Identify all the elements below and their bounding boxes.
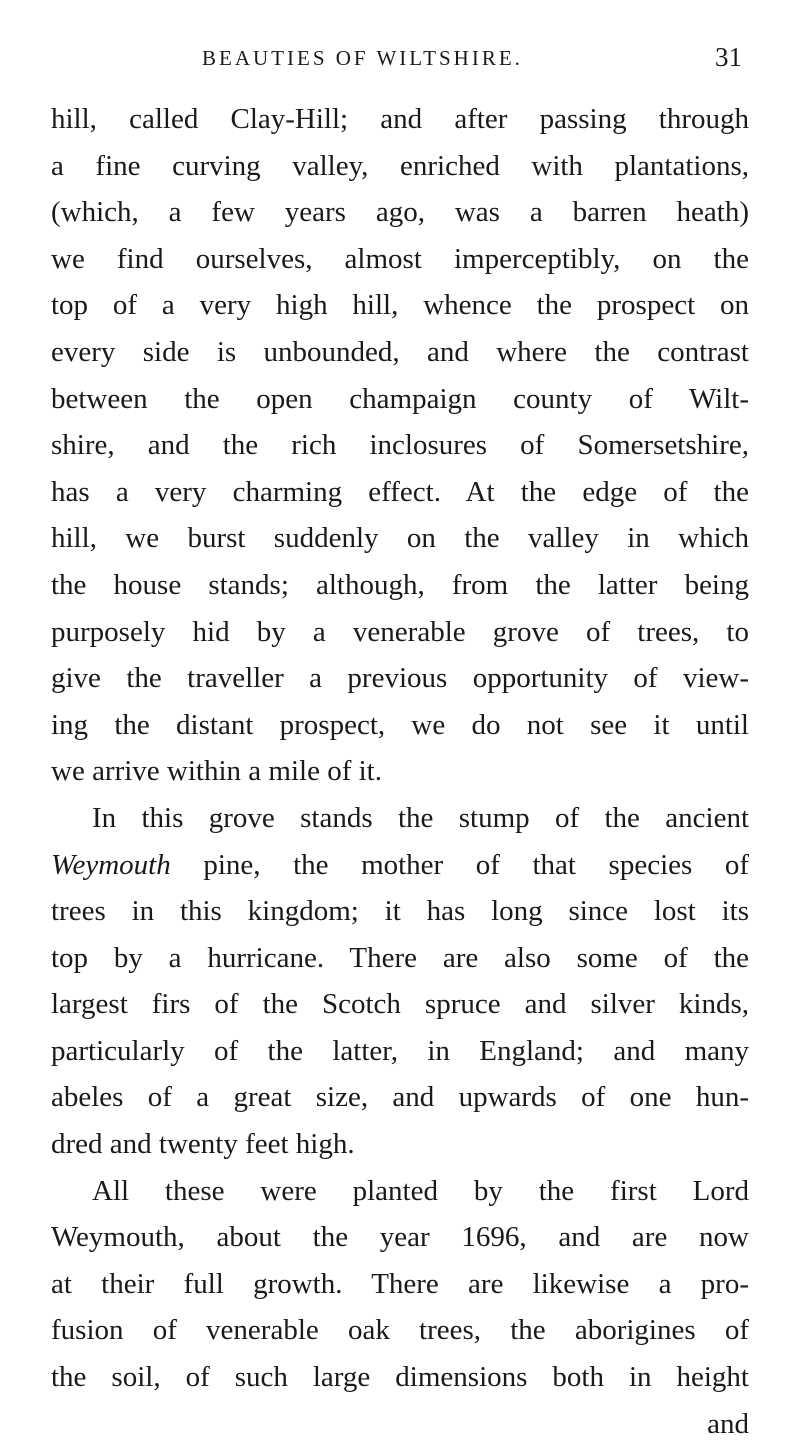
text-line: the soil, of such large dimensions both in height: [51, 1361, 749, 1394]
text-line: (which, a few years ago, was a barren heath): [51, 196, 749, 229]
text-line: top by a hurricane. There are also some of the: [51, 941, 749, 974]
page-number: 31: [715, 42, 742, 72]
text-line: has a very charming effect. At the edge of the: [51, 475, 749, 508]
paragraph-start-line: All these were planted by the first Lord: [92, 1174, 749, 1207]
running-title: BEAUTIES OF WILTSHIRE.: [202, 46, 523, 70]
text-line: give the traveller a previous opportunity of view-: [51, 662, 749, 695]
catchword: and: [707, 1407, 749, 1440]
text-line: a fine curving valley, enriched with plantations,: [51, 149, 749, 182]
text-line: ing the distant prospect, we do not see it until: [51, 708, 749, 741]
text-line: we find ourselves, almost imperceptibly, on the: [51, 242, 749, 275]
text-line: every side is unbounded, and where the contrast: [51, 335, 749, 368]
line-rest: pine, the mother of that species of: [203, 848, 749, 881]
text-line: fusion of venerable oak trees, the aborigines of: [51, 1314, 749, 1347]
paragraph-end-line: dred and twenty feet high.: [51, 1128, 355, 1161]
text-line: hill, called Clay-Hill; and after passing through: [51, 103, 749, 135]
text-line: between the open champaign county of Wilt-: [51, 382, 749, 415]
running-head: [52, 42, 742, 78]
text-line: top of a very high hill, whence the prospect on: [51, 289, 749, 322]
text-line: purposely hid by a venerable grove of trees, to: [51, 615, 749, 648]
text-line: particularly of the latter, in England; and many: [51, 1034, 749, 1067]
text-line: abeles of a great size, and upwards of one hun-: [51, 1081, 749, 1114]
text-line: trees in this kingdom; it has long since lost its: [51, 895, 749, 928]
text-line: the house stands; although, from the latter being: [51, 568, 749, 601]
text-line: shire, and the rich inclosures of Somersetshire,: [51, 429, 749, 462]
body-text: [51, 96, 749, 1447]
text-line: [51, 842, 749, 889]
paragraph-start-line: In this grove stands the stump of the ancient: [92, 801, 749, 834]
text-line: largest firs of the Scotch spruce and silver kinds,: [51, 988, 749, 1021]
paragraph-end-line: we arrive within a mile of it.: [51, 755, 382, 788]
text-line: Weymouth, about the year 1696, and are now: [51, 1221, 749, 1254]
text-line: hill, we burst suddenly on the valley in which: [51, 522, 749, 555]
text-line: at their full growth. There are likewise a pro-: [51, 1267, 749, 1300]
italic-name: Weymouth: [51, 848, 171, 881]
